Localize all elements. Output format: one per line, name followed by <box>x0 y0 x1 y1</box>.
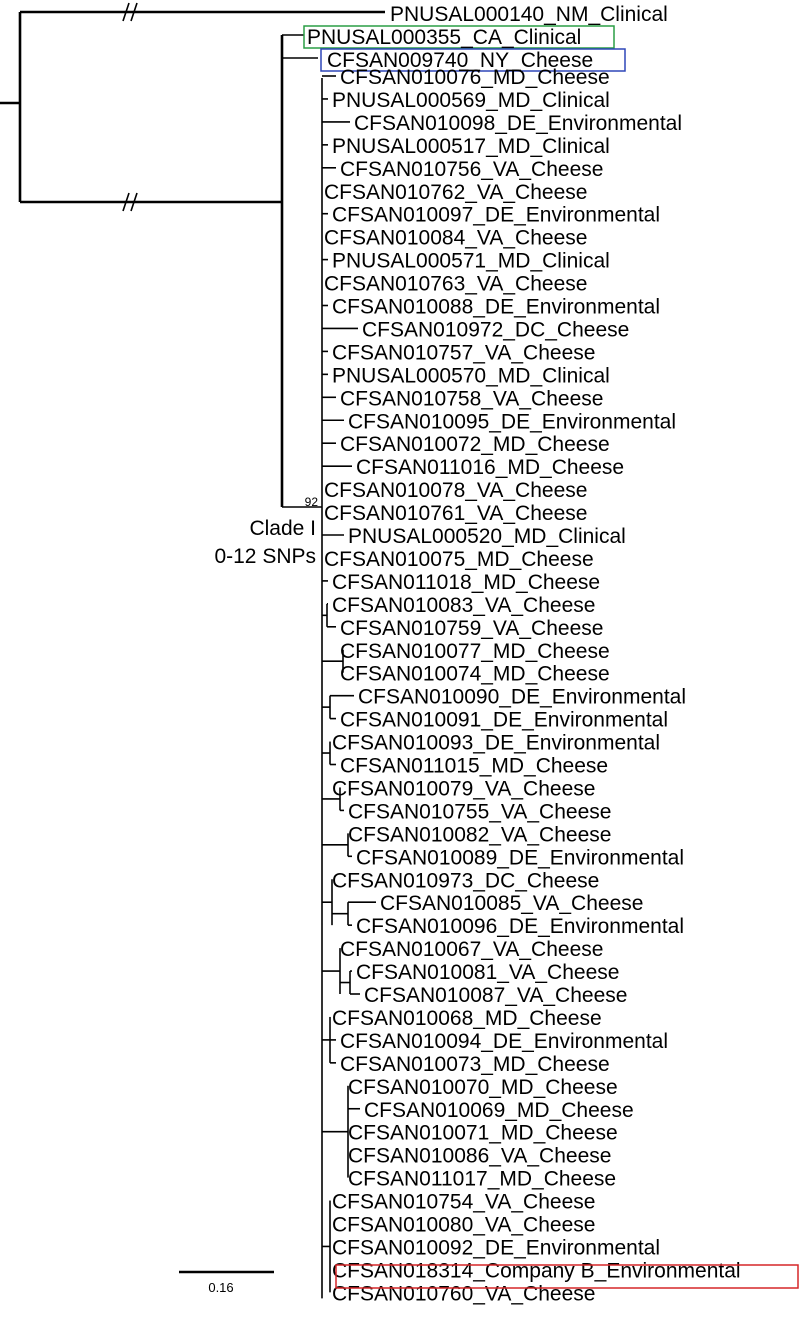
scale-bar <box>179 1272 274 1295</box>
leaf-label: CFSAN010754_VA_Cheese <box>332 1190 596 1214</box>
outgroup-leaf-label: PNUSAL000140_NM_Clinical <box>390 3 668 26</box>
clade-annotation <box>214 495 318 568</box>
leaf-label: CFSAN010094_DE_Environmental <box>340 1029 669 1053</box>
leaf-label: CFSAN010084_VA_Cheese <box>324 226 588 250</box>
leaf-label: CFSAN010081_VA_Cheese <box>356 961 620 985</box>
leaf-label: CFSAN010086_VA_Cheese <box>348 1144 612 1168</box>
leaf-label: CFSAN010761_VA_Cheese <box>324 502 588 526</box>
highlighted-leaf-label-ca: PNUSAL000355_CA_Clinical <box>307 26 582 49</box>
leaf-label: PNUSAL000517_MD_Clinical <box>332 134 610 158</box>
leaf-label: CFSAN011016_MD_Cheese <box>356 456 625 480</box>
leaf-label: CFSAN010091_DE_Environmental <box>340 708 669 732</box>
leaf-label: CFSAN010760_VA_Cheese <box>332 1282 596 1306</box>
leaf-label: CFSAN010756_VA_Cheese <box>340 157 604 181</box>
leaf-label: CFSAN010095_DE_Environmental <box>348 410 677 434</box>
leaf-label: CFSAN010080_VA_Cheese <box>332 1213 596 1237</box>
leaf-label: PNUSAL000570_MD_Clinical <box>332 364 610 388</box>
leaf-label: CFSAN010082_VA_Cheese <box>348 823 612 847</box>
leaf-label: CFSAN010079_VA_Cheese <box>332 777 596 801</box>
leaf-label: CFSAN010088_DE_Environmental <box>332 295 661 319</box>
leaf-label: CFSAN010762_VA_Cheese <box>324 180 588 204</box>
clade-snp-range: 0-12 SNPs <box>214 545 316 568</box>
leaf-label: CFSAN010083_VA_Cheese <box>332 593 596 617</box>
leaf-label: CFSAN010972_DC_Cheese <box>362 318 630 342</box>
leaf-label: CFSAN010087_VA_Cheese <box>364 984 628 1007</box>
leaf-label: CFSAN010070_MD_Cheese <box>348 1075 618 1099</box>
leaf-label: CFSAN011017_MD_Cheese <box>348 1167 617 1191</box>
leaf-label: CFSAN010075_MD_Cheese <box>324 547 594 571</box>
leaf-label: CFSAN010076_MD_Cheese <box>340 66 610 89</box>
leaf-label: CFSAN010092_DE_Environmental <box>332 1236 661 1260</box>
scale-bar-value: 0.16 <box>208 1280 234 1295</box>
leaf-label: CFSAN010096_DE_Environmental <box>356 915 685 939</box>
leaf-label: CFSAN010763_VA_Cheese <box>324 272 588 296</box>
clade-leaves <box>324 66 741 1305</box>
bootstrap-value: 92 <box>304 495 318 509</box>
clade-name: Clade I <box>249 517 316 540</box>
leaf-label: CFSAN010085_VA_Cheese <box>380 892 644 916</box>
leaf-label: CFSAN010973_DC_Cheese <box>332 869 600 893</box>
leaf-label: CFSAN010759_VA_Cheese <box>340 616 604 640</box>
leaf-label: CFSAN010090_DE_Environmental <box>358 685 687 709</box>
leaf-label: CFSAN010078_VA_Cheese <box>324 479 588 503</box>
leaf-label: PNUSAL000569_MD_Clinical <box>332 88 610 112</box>
leaf-label: CFSAN010068_MD_Cheese <box>332 1006 602 1030</box>
leaf-label: CFSAN011018_MD_Cheese <box>332 570 601 594</box>
leaf-label: PNUSAL000571_MD_Clinical <box>332 249 610 273</box>
leaf-label: CFSAN011015_MD_Cheese <box>340 754 609 778</box>
leaf-label: CFSAN010098_DE_Environmental <box>354 111 683 135</box>
leaf-label: CFSAN010757_VA_Cheese <box>332 341 596 365</box>
leaf-label: CFSAN018314_Company B_Environmental <box>332 1259 741 1283</box>
leaf-label: CFSAN010093_DE_Environmental <box>332 731 661 755</box>
leaf-label: CFSAN010089_DE_Environmental <box>356 846 685 870</box>
leaf-label: CFSAN010071_MD_Cheese <box>348 1121 618 1145</box>
leaf-label: CFSAN010074_MD_Cheese <box>340 662 610 686</box>
leaf-label: CFSAN010755_VA_Cheese <box>348 800 612 824</box>
leaf-label: CFSAN010097_DE_Environmental <box>332 203 661 227</box>
leaf-label: CFSAN010077_MD_Cheese <box>340 639 610 663</box>
top-labels <box>304 3 668 72</box>
leaf-label: CFSAN010758_VA_Cheese <box>340 387 604 411</box>
leaf-label: CFSAN010072_MD_Cheese <box>340 433 610 457</box>
leaf-label: PNUSAL000520_MD_Clinical <box>348 525 626 548</box>
leaf-label: CFSAN010069_MD_Cheese <box>364 1098 634 1122</box>
leaf-label: CFSAN010067_VA_Cheese <box>340 938 604 962</box>
leaf-label: CFSAN010073_MD_Cheese <box>340 1052 610 1076</box>
highlighted-leaf-label-ny: CFSAN009740_NY_Cheese <box>327 49 594 72</box>
